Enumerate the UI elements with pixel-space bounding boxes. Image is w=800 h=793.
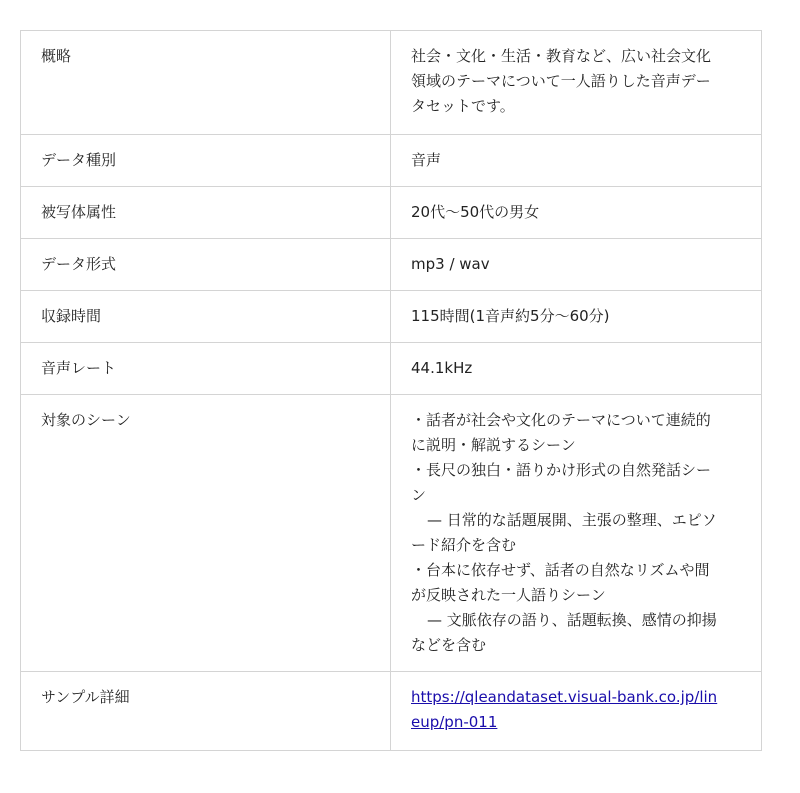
spec-row-audio-rate — [21, 343, 762, 395]
spec-row-target-scenes — [21, 395, 762, 672]
spec-value-overview — [391, 31, 762, 135]
overview-line: 社会・文化・生活・教育など、広い社会文化 — [411, 47, 712, 65]
spec-label: 概略 — [21, 31, 391, 135]
scene-line: が反映された一人語りシーン — [411, 586, 606, 604]
scene-line: に説明・解説するシーン — [411, 436, 576, 454]
scene-line: ・話者が社会や文化のテーマについて連続的 — [411, 411, 711, 429]
spec-value: 115時間(1音声約5分〜60分) — [391, 291, 762, 343]
link-line[interactable]: eup/pn-011 — [411, 713, 498, 731]
spec-label: データ形式 — [21, 239, 391, 291]
spec-value: 44.1kHz — [391, 343, 762, 395]
spec-label: 音声レート — [21, 343, 391, 395]
spec-label: データ種別 — [21, 135, 391, 187]
spec-label: 対象のシーン — [21, 395, 391, 672]
overview-line: 領域のテーマについて一人語りした音声デー — [411, 72, 711, 90]
dataset-spec-table — [20, 30, 762, 751]
link-line[interactable]: https://qleandataset.visual-bank.co.jp/lin — [411, 688, 718, 706]
spec-label: 収録時間 — [21, 291, 391, 343]
spec-row-data-format — [21, 239, 762, 291]
scene-line: などを含む — [411, 636, 487, 654]
scene-line: ・長尺の独白・語りかけ形式の自然発話シー — [411, 461, 712, 479]
scene-line: ード紹介を含む — [411, 536, 517, 554]
scene-subline: — 文脈依存の語り、話題転換、感情の抑揚 — [427, 611, 717, 629]
scene-subline: — 日常的な話題展開、主張の整理、エピソ — [427, 511, 717, 529]
spec-row-subject-attributes — [21, 187, 762, 239]
spec-row-recording-time — [21, 291, 762, 343]
scene-line: ン — [411, 486, 427, 504]
spec-label: サンプル詳細 — [21, 672, 391, 751]
spec-value-link — [391, 672, 762, 751]
sample-details-link[interactable] — [411, 685, 741, 735]
spec-row-overview — [21, 31, 762, 135]
spec-row-data-type — [21, 135, 762, 187]
spec-value: mp3 / wav — [391, 239, 762, 291]
spec-value-scenes — [391, 395, 762, 672]
overview-line: タセットです。 — [411, 97, 515, 115]
spec-row-sample-details — [21, 672, 762, 751]
scene-line: ・台本に依存せず、話者の自然なリズムや間 — [411, 561, 710, 579]
spec-value: 音声 — [391, 135, 762, 187]
spec-label: 被写体属性 — [21, 187, 391, 239]
spec-value: 20代〜50代の男女 — [391, 187, 762, 239]
